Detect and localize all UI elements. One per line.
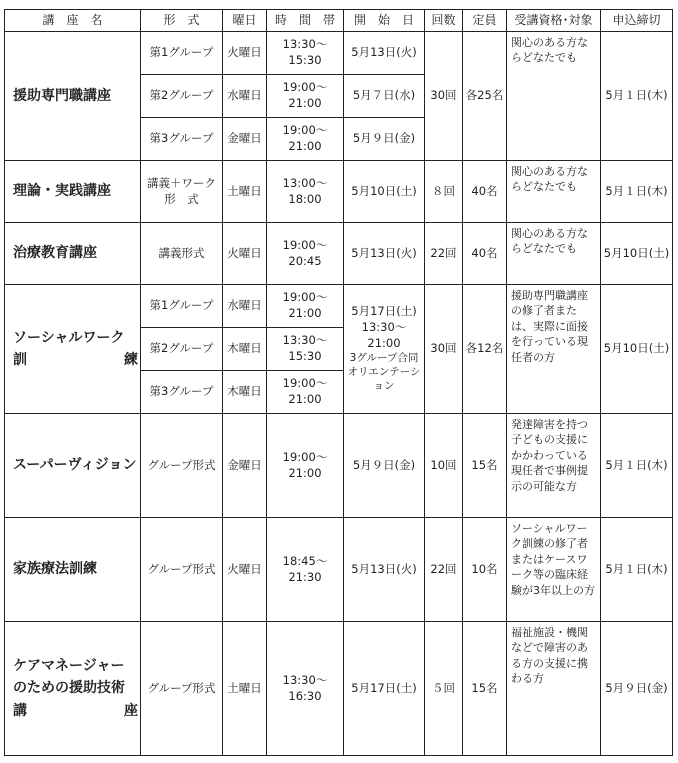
start-line: 3グループ合同: [349, 352, 419, 365]
course-count: 22回: [425, 518, 463, 622]
group-day: 金曜日: [223, 118, 267, 161]
header-deadline: 申込締切: [601, 10, 673, 32]
course-format: グループ形式: [141, 518, 223, 622]
course-format: グループ形式: [141, 414, 223, 518]
course-count: ５回: [425, 622, 463, 756]
course-time: 13:30～16:30: [267, 622, 344, 756]
course-capacity: 10名: [463, 518, 507, 622]
table-row: [5, 518, 673, 622]
course-count: 22回: [425, 223, 463, 285]
course-start: 5月10日(土): [344, 161, 425, 223]
group-time: 13:30～15:30: [267, 328, 344, 371]
start-line: オリエンテーション: [347, 366, 421, 393]
course-eligibility: 関心のある方ならどなたでも: [507, 32, 601, 161]
course-name: [5, 285, 141, 414]
course-eligibility: 発達障害を持つ子どもの支援にかかわっている現任者で事例提示の可能な方: [507, 414, 601, 518]
course-format: グループ形式: [141, 622, 223, 756]
course-name: 治療教育講座: [5, 223, 141, 285]
header-start: 開 始 日: [344, 10, 425, 32]
group-day: 水曜日: [223, 285, 267, 328]
course-capacity: 40名: [463, 161, 507, 223]
course-count: 30回: [425, 32, 463, 161]
course-day: 土曜日: [223, 622, 267, 756]
course-name: 援助専門職講座: [5, 32, 141, 161]
header-time: 時 間 帯: [267, 10, 344, 32]
course-name-line: のための援助技術: [13, 680, 125, 697]
course-deadline: 5月１日(木): [601, 161, 673, 223]
course-name-line: ソーシャルワーク: [13, 329, 125, 346]
course-eligibility: ソーシャルワーク訓練の修了者またはケースワーク等の臨床経験が3年以上の方: [507, 518, 601, 622]
course-time: 19:00～20:45: [267, 223, 344, 285]
course-count: 10回: [425, 414, 463, 518]
table-row: [5, 622, 673, 756]
course-start: 5月17日(土): [344, 622, 425, 756]
course-format: 講義形式: [141, 223, 223, 285]
header-format: 形 式: [141, 10, 223, 32]
course-start: 5月13日(火): [344, 223, 425, 285]
course-time: 19:00～21:00: [267, 414, 344, 518]
table-row: [5, 32, 673, 75]
course-day: 土曜日: [223, 161, 267, 223]
course-eligibility: 関心のある方ならどなたでも: [507, 223, 601, 285]
course-name: [5, 622, 141, 756]
group-format: 第2グループ: [141, 328, 223, 371]
course-schedule: [4, 9, 673, 756]
group-time: 19:00～21:00: [267, 118, 344, 161]
table-row: [5, 161, 673, 223]
header-row: [5, 10, 673, 32]
course-deadline: 5月10日(土): [601, 223, 673, 285]
course-deadline: 5月９日(金): [601, 622, 673, 756]
course-capacity: 40名: [463, 223, 507, 285]
group-day: 火曜日: [223, 32, 267, 75]
course-time: 13:00～18:00: [267, 161, 344, 223]
group-day: 木曜日: [223, 328, 267, 371]
course-name-line: ケアマネージャー: [13, 657, 125, 674]
course-capacity: 各25名: [463, 32, 507, 161]
start-line: 5月17日(土): [351, 304, 417, 319]
group-format: 第1グループ: [141, 32, 223, 75]
course-day: 火曜日: [223, 518, 267, 622]
course-eligibility: 援助専門職講座の修了者または、実際に面接を行っている現任者の方: [507, 285, 601, 414]
course-eligibility: 福祉施設・機関などで障害のある方の支援に携わる方: [507, 622, 601, 756]
header-day: 曜日: [223, 10, 267, 32]
course-day: 金曜日: [223, 414, 267, 518]
table-row: [5, 223, 673, 285]
course-capacity: 15名: [463, 414, 507, 518]
group-format: 第2グループ: [141, 75, 223, 118]
course-deadline: 5月１日(木): [601, 518, 673, 622]
group-time: 19:00～21:00: [267, 75, 344, 118]
course-start: [344, 285, 425, 414]
course-time: 18:45～21:30: [267, 518, 344, 622]
course-deadline: 5月10日(土): [601, 285, 673, 414]
format-line: 形 式: [164, 191, 199, 206]
group-day: 水曜日: [223, 75, 267, 118]
course-start: 5月９日(金): [344, 414, 425, 518]
group-time: 19:00～21:00: [267, 371, 344, 414]
group-format: 第3グループ: [141, 371, 223, 414]
start-line: 13:30～21:00: [361, 319, 407, 350]
table-row: [5, 285, 673, 328]
header-capacity: 定員: [463, 10, 507, 32]
course-start: 5月13日(火): [344, 518, 425, 622]
course-deadline: 5月１日(木): [601, 414, 673, 518]
format-line: 講義＋ワーク: [147, 175, 216, 190]
course-deadline: 5月１日(木): [601, 32, 673, 161]
header-course: 講 座 名: [5, 10, 141, 32]
course-name: 家族療法訓練: [5, 518, 141, 622]
header-eligibility: 受講資格･対象: [507, 10, 601, 32]
course-eligibility: 関心のある方ならどなたでも: [507, 161, 601, 223]
group-start: 5月７日(水): [344, 75, 425, 118]
course-capacity: 15名: [463, 622, 507, 756]
table-row: [5, 414, 673, 518]
group-format: 第1グループ: [141, 285, 223, 328]
course-format: [141, 161, 223, 223]
group-format: 第3グループ: [141, 118, 223, 161]
course-day: 火曜日: [223, 223, 267, 285]
course-count: ８回: [425, 161, 463, 223]
group-day: 木曜日: [223, 371, 267, 414]
course-table: [4, 9, 673, 756]
course-name: 理論・実践講座: [5, 161, 141, 223]
course-name: スーパーヴィジョン: [5, 414, 141, 518]
course-name-line: 訓 練: [13, 352, 138, 368]
course-count: 30回: [425, 285, 463, 414]
group-time: 19:00～21:00: [267, 285, 344, 328]
course-name-line: 講 座: [13, 702, 138, 719]
group-start: 5月13日(火): [344, 32, 425, 75]
header-count: 回数: [425, 10, 463, 32]
group-start: 5月９日(金): [344, 118, 425, 161]
group-time: 13:30～15:30: [267, 32, 344, 75]
course-capacity: 各12名: [463, 285, 507, 414]
